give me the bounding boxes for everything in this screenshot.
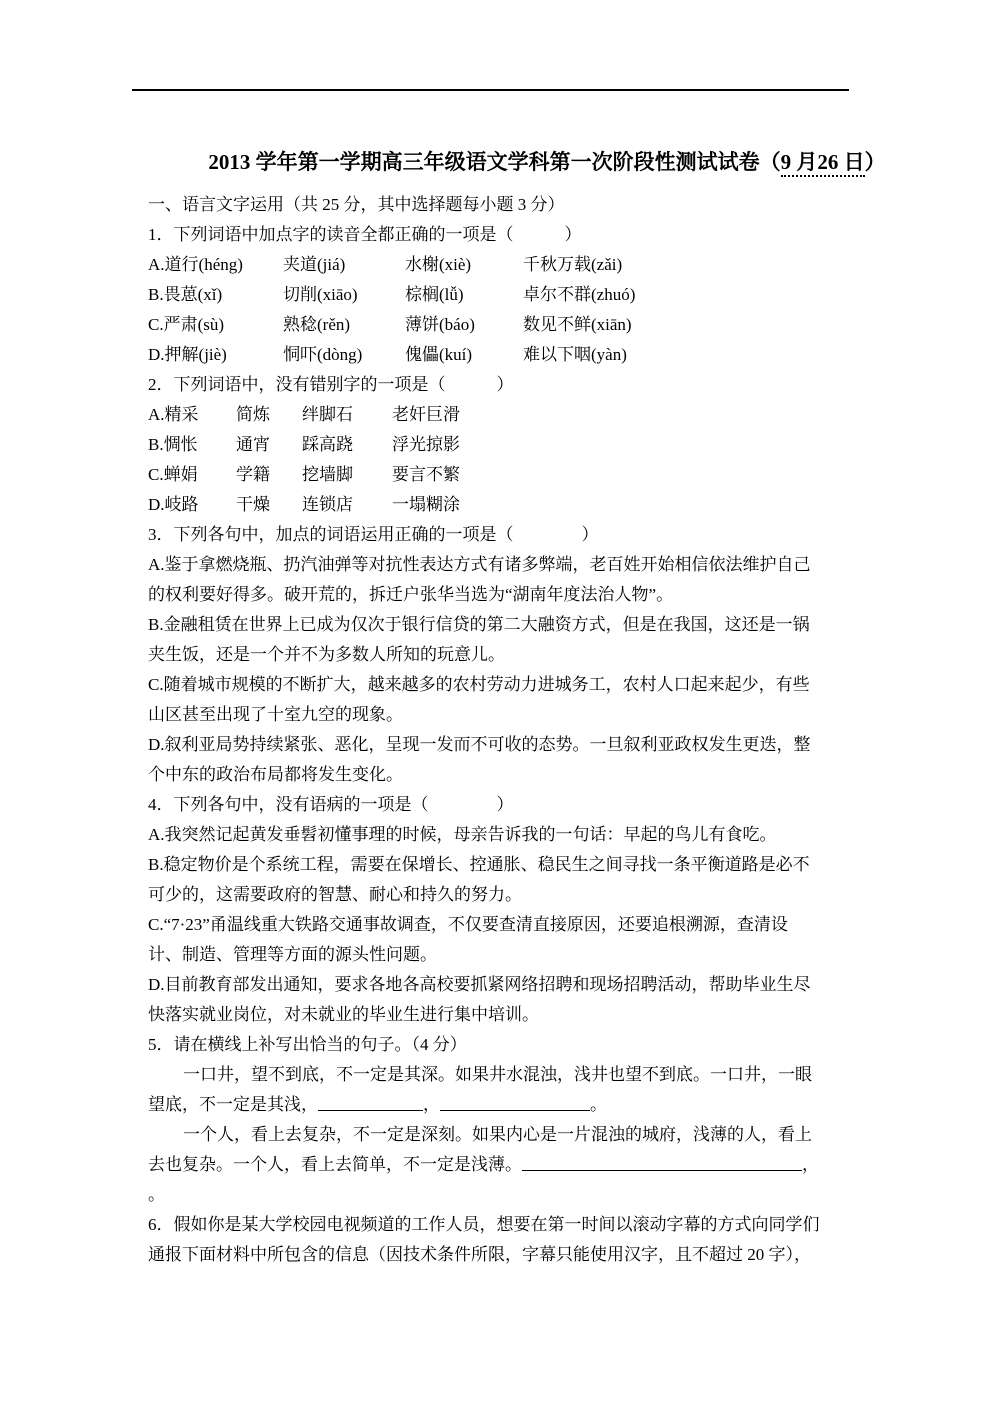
q4-option-d-line-2: 快落实就业岗位，对未就业的毕业生进行集中培训。 [148, 1005, 539, 1024]
q2-option-row-a [148, 400, 858, 430]
q1-d-word-2: 恫吓(dòng) [283, 345, 363, 364]
q1-b-word-3: 棕榈(lǚ) [405, 285, 464, 304]
q2-option-row-d [148, 490, 858, 520]
answer-blank-1 [318, 1095, 423, 1111]
q2-b-word-2: 通宵 [236, 435, 270, 454]
q1-option-row-d [148, 340, 858, 370]
q5-period: 。 [590, 1095, 607, 1114]
q2-option-row-c [148, 460, 858, 490]
q3-option-a-line-1: A.鉴于拿燃烧瓶、扔汽油弹等对抗性表达方式有诸多弊端，老百姓开始相信依法维护自己 [148, 555, 811, 574]
q5-para1-line-2 [148, 1090, 858, 1120]
q2-c-word-1: C.蝉娟 [148, 465, 198, 484]
q1-a-word-2: 夹道(jiá) [283, 255, 346, 274]
q1-option-row-b [148, 280, 858, 310]
q2-d-word-4: 一塌糊涂 [392, 495, 460, 514]
q3-option-d-line-1: D.叙利亚局势持续紧张、恶化，呈现一发而不可收的态势。一旦叙利亚政权发生更迭，整 [148, 735, 811, 754]
q1-c-word-4: 数见不鲜(xiān) [523, 315, 632, 334]
q5-para2-line-2 [148, 1150, 858, 1180]
q6-line-2: 通报下面材料中所包含的信息（因技术条件所限，字幕只能使用汉字，且不超过 20 字）， [148, 1245, 811, 1264]
title-date-underlined: 9 月26 日 [781, 150, 865, 177]
q4-option-c-line-1: C.“7·23”甬温线重大铁路交通事故调查，不仅要查清直接原因，还要追根溯源，查清设 [148, 915, 788, 934]
q1-b-word-4: 卓尔不群(zhuó) [523, 285, 636, 304]
q2-c-word-2: 学籍 [236, 465, 270, 484]
q4-option-b-line-2: 可少的，这需要政府的智慧、耐心和持久的努力。 [148, 885, 522, 904]
q3-option-d-line-2: 个中东的政治布局都将发生变化。 [148, 765, 403, 784]
q1-a-word-1: A.道行(héng) [148, 255, 243, 274]
q5-para2-line-2-text: 去也复杂。一个人，看上去简单，不一定是浅薄。 [148, 1155, 522, 1174]
q1-d-word-4: 难以下咽(yàn) [523, 345, 627, 364]
q5-para1-line-1: 一口井，望不到底，不一定是其深。如果井水混浊，浅井也望不到底。一口井，一眼 [183, 1065, 812, 1084]
q1-c-word-2: 熟稔(rěn) [283, 315, 351, 334]
q5-stem: 5．请在横线上补写出恰当的句子。（4 分） [148, 1035, 467, 1054]
q1-b-word-2: 切削(xiāo) [283, 285, 358, 304]
q2-stem: 2．下列词语中，没有错别字的一项是（ ） [148, 375, 514, 394]
q1-option-row-a [148, 250, 858, 280]
q5-para2-line-3: 。 [148, 1185, 165, 1204]
q5-comma-2: ， [802, 1155, 819, 1174]
q2-c-word-4: 要言不繁 [392, 465, 460, 484]
q1-d-word-3: 傀儡(kuí) [405, 345, 473, 364]
q1-a-word-3: 水榭(xiè) [405, 255, 472, 274]
q1-d-word-1: D.押解(jiè) [148, 345, 227, 364]
q5-comma: ， [423, 1095, 440, 1114]
q2-d-word-1: D.岐路 [148, 495, 199, 514]
section-heading: 一、语言文字运用（共 25 分，其中选择题每小题 3 分） [148, 195, 565, 214]
header-divider [132, 89, 849, 91]
q2-d-word-2: 干燥 [236, 495, 270, 514]
q5-para1-line-2-text: 望底，不一定是其浅， [148, 1095, 318, 1114]
q1-a-word-4: 千秋万载(zǎi) [523, 255, 623, 274]
q2-a-word-4: 老奸巨滑 [392, 405, 460, 424]
q3-stem: 3．下列各句中，加点的词语运用正确的一项是（ ） [148, 525, 599, 544]
q4-option-b-line-1: B.稳定物价是个系统工程，需要在保增长、控通胀、稳民生之间寻找一条平衡道路是必不 [148, 855, 810, 874]
q3-option-b-line-2: 夹生饭，还是一个并不为多数人所知的玩意儿。 [148, 645, 505, 664]
q2-b-word-3: 踩高跷 [302, 435, 353, 454]
q3-option-c-line-1: C.随着城市规模的不断扩大，越来越多的农村劳动力进城务工，农村人口起来起少，有些 [148, 675, 810, 694]
q2-b-word-1: B.惆怅 [148, 435, 198, 454]
q2-c-word-3: 挖墙脚 [302, 465, 353, 484]
q4-option-d-line-1: D.目前教育部发出通知，要求各地各高校要抓紧网络招聘和现场招聘活动，帮助毕业生尽 [148, 975, 811, 994]
q2-a-word-2: 简炼 [236, 405, 270, 424]
q3-option-c-line-2: 山区甚至出现了十室九空的现象。 [148, 705, 403, 724]
page-content [148, 147, 886, 1270]
q4-option-a: A.我突然记起黄发垂髫初懂事理的时候，母亲告诉我的一句话：早起的鸟儿有食吃。 [148, 825, 777, 844]
q3-option-b-line-1: B.金融租赁在世界上已成为仅次于银行信贷的第二大融资方式，但是在我国，这还是一锅 [148, 615, 810, 634]
q2-b-word-4: 浮光掠影 [392, 435, 460, 454]
q1-c-word-3: 薄饼(báo) [405, 315, 475, 334]
q1-c-word-1: C.严肃(sù) [148, 315, 225, 334]
q2-d-word-3: 连锁店 [302, 495, 353, 514]
page-title [192, 147, 902, 177]
body-lines [148, 190, 858, 1270]
q2-a-word-3: 绊脚石 [302, 405, 353, 424]
q4-option-c-line-2: 计、制造、管理等方面的源头性问题。 [148, 945, 437, 964]
q5-para2-line-1: 一个人，看上去复杂，不一定是深刻。如果内心是一片混浊的城府，浅薄的人，看上 [183, 1125, 812, 1144]
q6-line-1: 6．假如你是某大学校园电视频道的工作人员，想要在第一时间以滚动字幕的方式向同学们 [148, 1215, 820, 1234]
q3-option-a-line-2: 的权利要好得多。破开荒的，拆迁户张华当选为“湖南年度法治人物”。 [148, 585, 674, 604]
answer-blank-2 [440, 1095, 590, 1111]
q4-stem: 4．下列各句中，没有语病的一项是（ ） [148, 795, 514, 814]
q2-option-row-b [148, 430, 858, 460]
q1-stem: 1．下列词语中加点字的读音全都正确的一项是（ ） [148, 225, 582, 244]
q1-option-row-c [148, 310, 858, 340]
q1-b-word-1: B.畏葸(xǐ) [148, 285, 223, 304]
q2-a-word-1: A.精采 [148, 405, 199, 424]
title-close-paren: ） [864, 150, 886, 174]
title-text: 2013 学年第一学期高三年级语文学科第一次阶段性测试试卷（ [208, 150, 781, 174]
answer-blank-3 [522, 1155, 802, 1171]
